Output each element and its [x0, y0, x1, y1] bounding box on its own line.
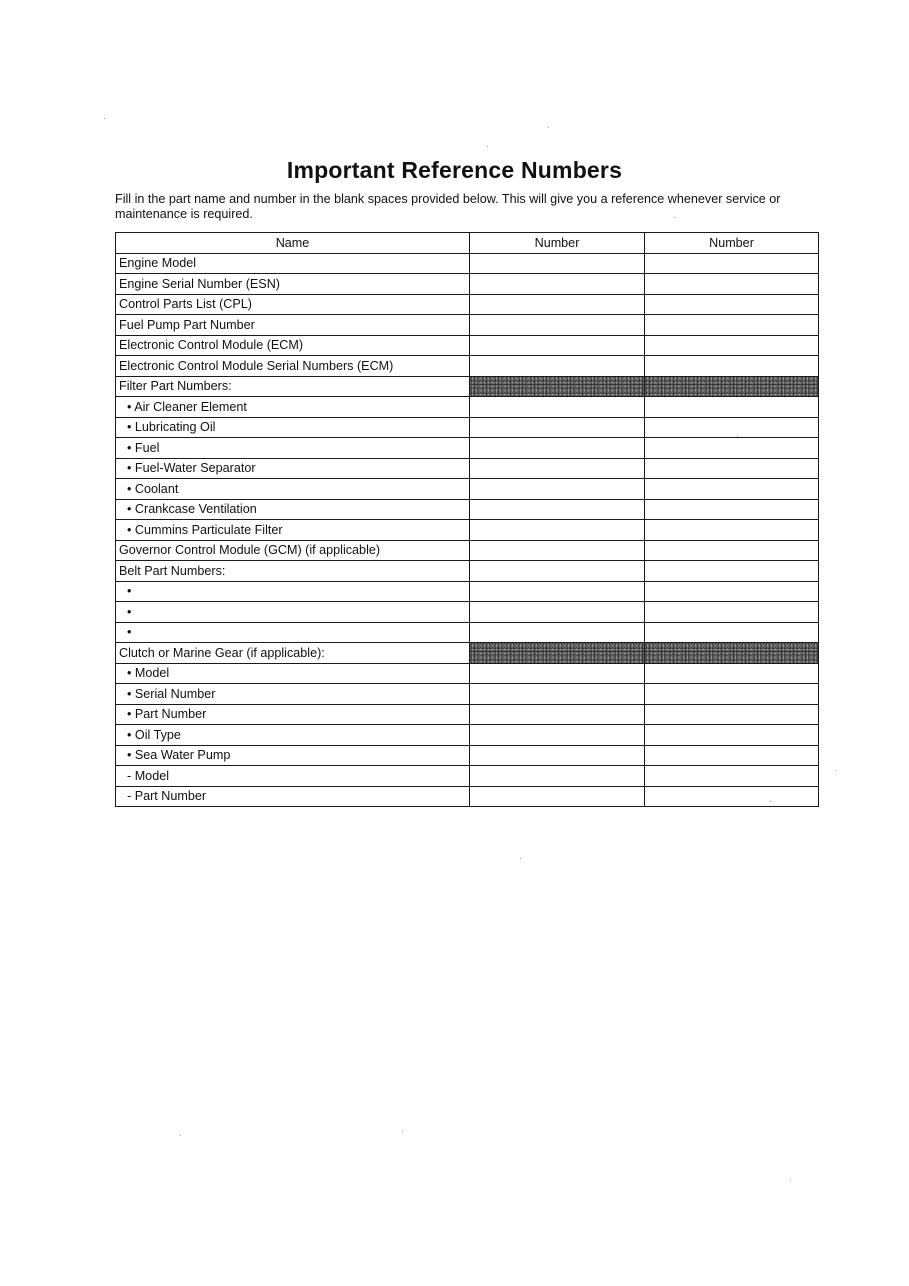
- row-label: •: [116, 622, 470, 643]
- column-header-number-2: Number: [645, 233, 819, 254]
- row-label: • Cummins Particulate Filter: [116, 520, 470, 541]
- number-cell-1[interactable]: [470, 356, 645, 377]
- number-cell-2[interactable]: [645, 581, 819, 602]
- scan-speck: [674, 217, 675, 218]
- number-cell-1[interactable]: [470, 253, 645, 274]
- table-row: [116, 602, 819, 623]
- number-cell-1[interactable]: [470, 499, 645, 520]
- number-cell-2[interactable]: [645, 274, 819, 295]
- table-row: [116, 417, 819, 438]
- scan-speck: [487, 146, 488, 147]
- scan-speck: [402, 1131, 403, 1132]
- row-label: Engine Model: [116, 253, 470, 274]
- table-row: [116, 499, 819, 520]
- row-label: - Part Number: [116, 786, 470, 807]
- number-cell-1[interactable]: [470, 458, 645, 479]
- number-cell-2[interactable]: [645, 356, 819, 377]
- number-cell-2[interactable]: [645, 766, 819, 787]
- table-row: [116, 479, 819, 500]
- table-row: [116, 520, 819, 541]
- number-cell-1[interactable]: [470, 786, 645, 807]
- row-label: Electronic Control Module (ECM): [116, 335, 470, 356]
- row-label: • Coolant: [116, 479, 470, 500]
- row-label: Electronic Control Module Serial Numbers (ECM): [116, 356, 470, 377]
- shaded-number-cell: [645, 643, 819, 664]
- number-cell-1[interactable]: [470, 479, 645, 500]
- table-row: [116, 458, 819, 479]
- number-cell-1[interactable]: [470, 335, 645, 356]
- row-label: • Oil Type: [116, 725, 470, 746]
- table-row: [116, 294, 819, 315]
- table-row: [116, 643, 819, 664]
- number-cell-2[interactable]: [645, 335, 819, 356]
- column-header-number-1: Number: [470, 233, 645, 254]
- row-label: •: [116, 581, 470, 602]
- number-cell-1[interactable]: [470, 581, 645, 602]
- row-label: Engine Serial Number (ESN): [116, 274, 470, 295]
- reference-numbers-table: [115, 232, 819, 807]
- number-cell-2[interactable]: [645, 520, 819, 541]
- number-cell-1[interactable]: [470, 684, 645, 705]
- table-row: [116, 274, 819, 295]
- number-cell-1[interactable]: [470, 274, 645, 295]
- row-label: • Sea Water Pump: [116, 745, 470, 766]
- table-row: [116, 581, 819, 602]
- number-cell-2[interactable]: [645, 438, 819, 459]
- row-label: Governor Control Module (GCM) (if applicable): [116, 540, 470, 561]
- scan-speck: [790, 1180, 791, 1181]
- intro-text: Fill in the part name and number in the blank spaces provided below. This will give you a reference whenever service or maintenance is required.: [115, 192, 781, 221]
- number-cell-1[interactable]: [470, 745, 645, 766]
- number-cell-1[interactable]: [470, 397, 645, 418]
- row-label: • Lubricating Oil: [116, 417, 470, 438]
- scan-speck: [548, 127, 549, 128]
- scan-speck: [737, 436, 738, 437]
- table-row: [116, 745, 819, 766]
- number-cell-1[interactable]: [470, 417, 645, 438]
- number-cell-1[interactable]: [470, 540, 645, 561]
- number-cell-1[interactable]: [470, 663, 645, 684]
- number-cell-2[interactable]: [645, 704, 819, 725]
- table-row: [116, 376, 819, 397]
- number-cell-1[interactable]: [470, 520, 645, 541]
- row-label: • Part Number: [116, 704, 470, 725]
- row-label: • Model: [116, 663, 470, 684]
- row-label: Clutch or Marine Gear (if applicable):: [116, 643, 470, 664]
- number-cell-2[interactable]: [645, 315, 819, 336]
- row-label: • Air Cleaner Element: [116, 397, 470, 418]
- number-cell-2[interactable]: [645, 499, 819, 520]
- page-title: Important Reference Numbers: [286, 157, 623, 183]
- table-row: [116, 315, 819, 336]
- table-row: [116, 684, 819, 705]
- table-row: [116, 540, 819, 561]
- number-cell-2[interactable]: [645, 458, 819, 479]
- table-row: [116, 725, 819, 746]
- header-row: [116, 233, 819, 254]
- scan-speck: [104, 118, 105, 119]
- number-cell-1[interactable]: [470, 704, 645, 725]
- table-row: [116, 253, 819, 274]
- table-row: [116, 622, 819, 643]
- table-row: [116, 786, 819, 807]
- number-cell-1[interactable]: [470, 622, 645, 643]
- number-cell-1[interactable]: [470, 315, 645, 336]
- scan-speck: [180, 1135, 181, 1136]
- number-cell-2[interactable]: [645, 540, 819, 561]
- number-cell-1[interactable]: [470, 766, 645, 787]
- table-row: [116, 561, 819, 582]
- row-label: Belt Part Numbers:: [116, 561, 470, 582]
- number-cell-2[interactable]: [645, 663, 819, 684]
- table-row: [116, 663, 819, 684]
- number-cell-2[interactable]: [645, 397, 819, 418]
- number-cell-2[interactable]: [645, 786, 819, 807]
- row-label: Fuel Pump Part Number: [116, 315, 470, 336]
- table-row: [116, 335, 819, 356]
- number-cell-2[interactable]: [645, 479, 819, 500]
- number-cell-1[interactable]: [470, 294, 645, 315]
- number-cell-1[interactable]: [470, 602, 645, 623]
- table-row: [116, 397, 819, 418]
- row-label: • Fuel: [116, 438, 470, 459]
- number-cell-2[interactable]: [645, 622, 819, 643]
- number-cell-2[interactable]: [645, 684, 819, 705]
- number-cell-2[interactable]: [645, 725, 819, 746]
- number-cell-2[interactable]: [645, 745, 819, 766]
- table-row: [116, 766, 819, 787]
- number-cell-2[interactable]: [645, 561, 819, 582]
- table-row: [116, 356, 819, 377]
- number-cell-2[interactable]: [645, 253, 819, 274]
- number-cell-2[interactable]: [645, 417, 819, 438]
- row-label: •: [116, 602, 470, 623]
- row-label: Control Parts List (CPL): [116, 294, 470, 315]
- row-label: Filter Part Numbers:: [116, 376, 470, 397]
- number-cell-1[interactable]: [470, 725, 645, 746]
- scan-speck: [770, 801, 771, 802]
- number-cell-2[interactable]: [645, 294, 819, 315]
- scan-speck: [520, 858, 521, 859]
- row-label: • Fuel-Water Separator: [116, 458, 470, 479]
- shaded-number-cell: [470, 376, 645, 397]
- row-label: • Serial Number: [116, 684, 470, 705]
- row-label: - Model: [116, 766, 470, 787]
- row-label: • Crankcase Ventilation: [116, 499, 470, 520]
- table-body: [116, 253, 819, 807]
- column-header-name: Name: [116, 233, 470, 254]
- number-cell-2[interactable]: [645, 602, 819, 623]
- number-cell-1[interactable]: [470, 438, 645, 459]
- number-cell-1[interactable]: [470, 561, 645, 582]
- table-row: [116, 704, 819, 725]
- scan-speck: [836, 770, 837, 771]
- shaded-number-cell: [645, 376, 819, 397]
- table-row: [116, 438, 819, 459]
- shaded-number-cell: [470, 643, 645, 664]
